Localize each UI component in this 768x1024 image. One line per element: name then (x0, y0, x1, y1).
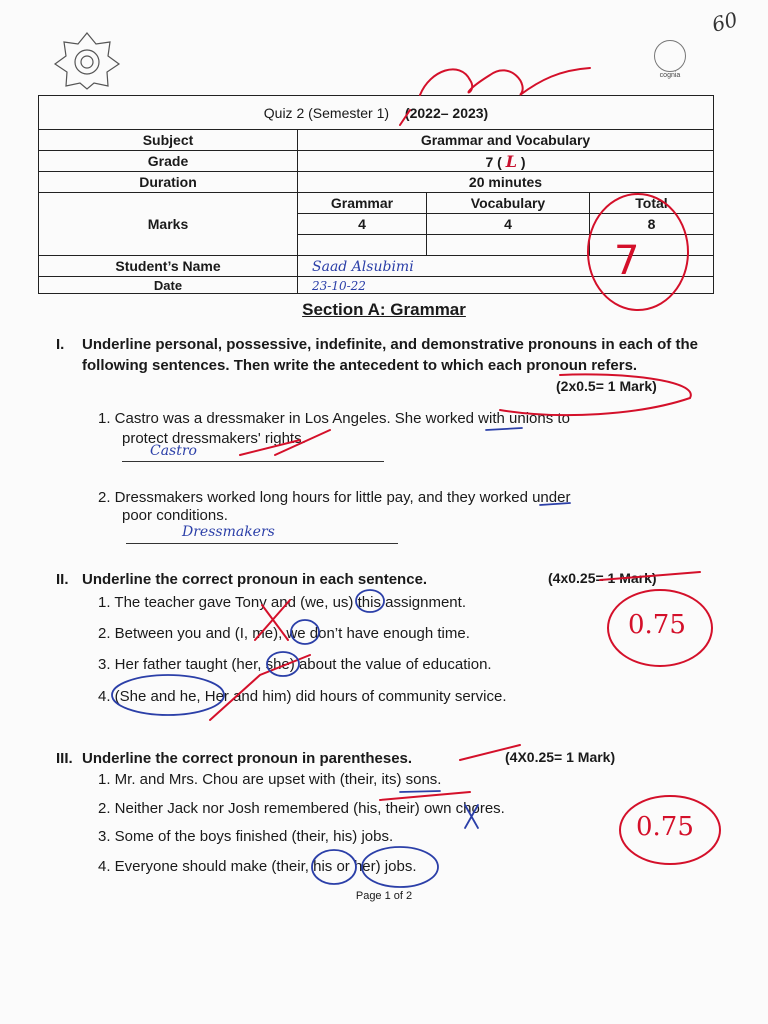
q3-marks: (4X0.25= 1 Mark) (505, 749, 616, 765)
q1-marks: (2x0.5= 1 Mark) (556, 378, 657, 394)
us-circle (356, 590, 384, 612)
me-circle (291, 620, 319, 644)
q1-instruction: Underline personal, possessive, indefinite, and demonstrative pronouns in each of the following sentences. Then write the antecedent to which each pronoun refers. (82, 336, 698, 374)
q1-item-2-cont: poor conditions. (122, 507, 228, 524)
total-marks: 8 (590, 214, 714, 235)
q3-item-4: 4. Everyone should make (their, his or her) jobs. (98, 858, 417, 875)
grade-letter: L (505, 151, 517, 171)
date-value: 23-10-22 (312, 279, 366, 293)
q3-score: 0.75 (636, 812, 694, 842)
q3-number: III. (56, 750, 73, 767)
q2-instruction: Underline the correct pronoun in each sentence. (82, 571, 428, 588)
their-circle (312, 850, 356, 884)
q2-cross (255, 600, 290, 640)
q3-item-3: 3. Some of the boys finished (their, his) jobs. (98, 828, 394, 845)
grade-label: Grade (39, 151, 298, 172)
q1-item-2: 2. Dressmakers worked long hours for little pay, and they worked under (98, 489, 571, 506)
duration-value: 20 minutes (298, 172, 714, 193)
corner-page-mark: 60 (709, 7, 741, 37)
his-or-her-circle (362, 847, 438, 887)
date-label: Date (39, 277, 298, 294)
q2-item-1: 1. The teacher gave Tony and (we, us) this assignment. (98, 594, 466, 611)
q1-number: I. (56, 336, 65, 353)
student-name-label: Student’s Name (39, 256, 298, 277)
q3-item-2: 2. Neither Jack nor Josh remembered (his, their) own chores. (98, 800, 505, 817)
her-circle (267, 652, 299, 676)
grade-value: 7 ( (485, 153, 502, 170)
grammar-header: Grammar (298, 193, 427, 214)
q2-number: II. (56, 571, 69, 588)
page-footer: Page 1 of 2 (355, 890, 413, 902)
q1-answer-1: Castro (150, 443, 197, 459)
q1-check-1 (240, 430, 330, 455)
q3-item-1: 1. Mr. and Mrs. Chou are upset with (their, its) sons. (98, 771, 442, 788)
subject-value: Grammar and Vocabulary (298, 130, 714, 151)
she-underline (486, 428, 522, 430)
vocabulary-marks: 4 (427, 214, 590, 235)
duration-label: Duration (39, 172, 298, 193)
q1-answer-2: Dressmakers (182, 524, 275, 540)
their-underline (400, 791, 440, 792)
grade-close: ) (520, 153, 526, 170)
student-name-value: Saad Alsubimi (312, 258, 414, 275)
q2-item-3: 3. Her father taught (her, she) about the value of education. (98, 656, 492, 673)
subject-label: Subject (39, 130, 298, 151)
q2-item-2: 2. Between you and (I, me), we don’t have enough time. (98, 625, 470, 642)
teacher-signature (400, 68, 590, 125)
she-and-he-circle (112, 675, 224, 715)
grammar-marks: 4 (298, 214, 427, 235)
total-score: 7 (614, 238, 640, 284)
q2-marks: (4x0.25= 1 Mark) (548, 570, 657, 586)
total-header: Total (590, 193, 714, 214)
cognia-label: cognia (659, 72, 681, 79)
q1-item-1-cont: protect dressmakers' rights. (122, 430, 306, 447)
quiz-year: (2022– 2023) (404, 104, 489, 121)
his-cross (465, 805, 478, 828)
section-title: Section A: Grammar (302, 300, 466, 319)
vocabulary-header: Vocabulary (427, 193, 590, 214)
q2-check-4 (210, 655, 310, 720)
q2-item-4: 4. (She and he, Her and him) did hours of community service. (98, 688, 507, 705)
q3-instruction: Underline the correct pronoun in parentheses. (82, 750, 413, 767)
quiz-title: Quiz 2 (Semester 1) (263, 104, 390, 121)
they-underline (540, 503, 570, 505)
q2-marks-strike (600, 572, 700, 580)
q1-item-1: 1. Castro was a dressmaker in Los Angeles. She worked with unions to (98, 410, 570, 427)
marks-label: Marks (39, 193, 298, 256)
q2-score: 0.75 (628, 610, 686, 640)
q1-marks-underline (500, 374, 691, 415)
